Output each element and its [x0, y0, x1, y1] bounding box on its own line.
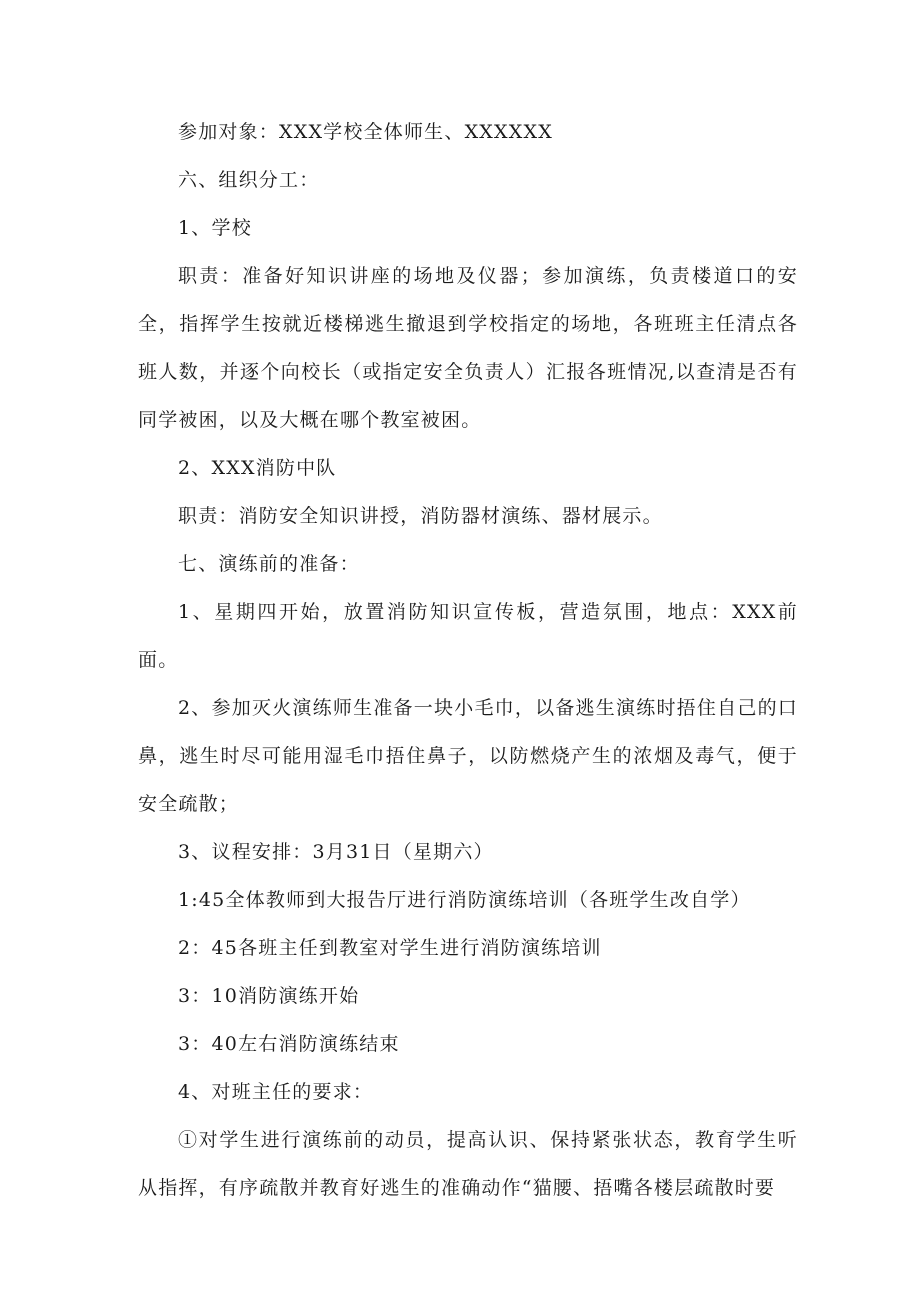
document-body: [138, 108, 798, 1212]
preparation-item-1: 1、星期四开始，放置消防知识宣传板，营造氛围，地点：XXX前面。: [138, 601, 798, 671]
schedule-line: 3：40左右消防演练结束: [178, 1033, 400, 1055]
list-item-school: 1、学校: [178, 217, 252, 239]
participants-line: 参加对象：XXX学校全体师生、XXXXXX: [178, 121, 553, 143]
preparation-item-2: 2、参加灭火演练师生准备一块小毛巾，以备逃生演练时捂住自己的口鼻，逃生时尽可能用湿毛巾捂住鼻子，以防燃烧产生的浓烟及毒气，便于安全疏散；: [138, 697, 798, 815]
fire-brigade-duties-paragraph: 职责：消防安全知识讲授，消防器材演练、器材展示。: [178, 505, 663, 527]
school-duties-paragraph: 职责：准备好知识讲座的场地及仪器；参加演练，负责楼道口的安全，指挥学生按就近楼梯逃生撤退到学校指定的场地，各班班主任清点各班人数，并逐个向校长（或指定安全负责人）汇报各班情况,以查清是否有同学被困，以及大概在哪个教室被困。: [138, 265, 798, 431]
section-heading-preparation: 七、演练前的准备：: [178, 553, 360, 575]
preparation-item-4: 4、对班主任的要求：: [178, 1081, 374, 1103]
preparation-item-3: 3、议程安排：3月31日（星期六）: [178, 841, 494, 863]
list-item-fire-brigade: 2、XXX消防中队: [178, 457, 337, 479]
teacher-requirement-1: ①对学生进行演练前的动员，提高认识、保持紧张状态，教育学生听从指挥，有序疏散并教育好逃生的准确动作“猫腰、捂嘴各楼层疏散时要: [138, 1129, 798, 1199]
section-heading-organization: 六、组织分工：: [178, 169, 320, 191]
schedule-line: 3：10消防演练开始: [178, 985, 360, 1007]
schedule-line: 1:45全体教师到大报告厅进行消防演练培训（各班学生改自学）: [178, 889, 751, 911]
schedule-line: 2：45各班主任到教室对学生进行消防演练培训: [178, 937, 602, 959]
